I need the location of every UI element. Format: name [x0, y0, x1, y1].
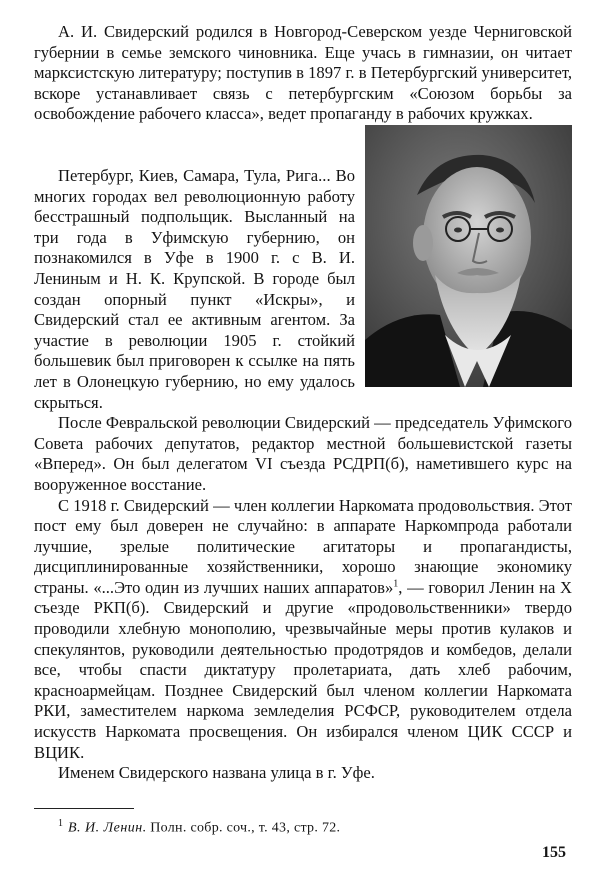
paragraph-1 [34, 22, 572, 125]
footnote-reference-text: Полн. собр. соч., т. 43, стр. 72. [150, 820, 341, 836]
footnote-mark: 1 [58, 818, 63, 829]
paragraph-3-text: После Февральской революции Свидерский — председатель Уфимского Совета рабочих депутатов, редактор местной большевистской газеты «Вперед». Он был делегатом VI съезда РСДРП(б), наметившего курс на вооруженное восстание. [34, 413, 572, 494]
footnote-divider [34, 808, 134, 809]
paragraph-4-text-after: , — говорил Ленин на X съезде РКП(б). Свидерский и другие «продовольственники» твердо проводили хлебную монополию, чрезвычайные меры против кулаков и спекулянтов, руководили деятельностью продотрядов и комбедов, делали все, чтобы спасти диктатуру пролетариата, дать хлеб рабочим, красноармейцам. Позднее Свидерский был членом коллегии Наркомата РКИ, заместителем наркома земледелия РСФСР, руководителем отдела искусств Наркомата просвещения. Он избирался членом ЦИК СССР и ВЦИК. [34, 577, 573, 762]
paragraph-4-text-before: С 1918 г. Свидерский — член коллегии Наркомата продовольствия. Этот пост ему был доверен не случайно: в аппарате Наркомпрода работали лучшие, зрелые политические агитаторы и пропагандисты, дисциплинированные хозяйственники, хорошо знающие экономику страны. «...Это один из лучших наших аппаратов» [34, 495, 572, 597]
footnote [58, 815, 340, 838]
paragraph-3 [34, 413, 572, 495]
main-text-continued [34, 166, 572, 784]
paragraph-4 [34, 496, 572, 764]
paragraph-2 [34, 166, 572, 413]
footnote-author: В. И. Ленин. [68, 820, 147, 836]
page-number: 155 [542, 844, 566, 861]
paragraph-5 [34, 763, 572, 784]
paragraph-2-text: Петербург, Киев, Самара, Тула, Рига... Во многих городах вел революционную работу бесстрашный подпольщик. Высланный на три года в Уфимскую губернию, он познакомился в Уфе в 1900 г. с В. И. Лениным и Н. К. Крупской. В городе был создан опорный пункт «Искры», и Свидерский стал ее активным агентом. За участие в революции 1905 г. стойкий большевик был приговорен к ссылке на пять лет в Олонецкую губернию, но ему удалось скрыться. [34, 166, 355, 412]
paragraph-1-text: А. И. Свидерский родился в Новгород-Северском уезде Черниговской губернии в семье земского чиновника. Еще учась в гимназии, он читает марксистскую литературу; поступив в 1897 г. в Петербургский университет, вскоре устанавливает связь с петербургским «Союзом борьбы за освобождение рабочего класса», ведет пропаганду в рабочих кружках. [34, 22, 572, 124]
footnote-reference[interactable]: 1 [393, 578, 399, 590]
paragraph-5-text: Именем Свидерского названа улица в г. Уфе. [58, 763, 375, 783]
